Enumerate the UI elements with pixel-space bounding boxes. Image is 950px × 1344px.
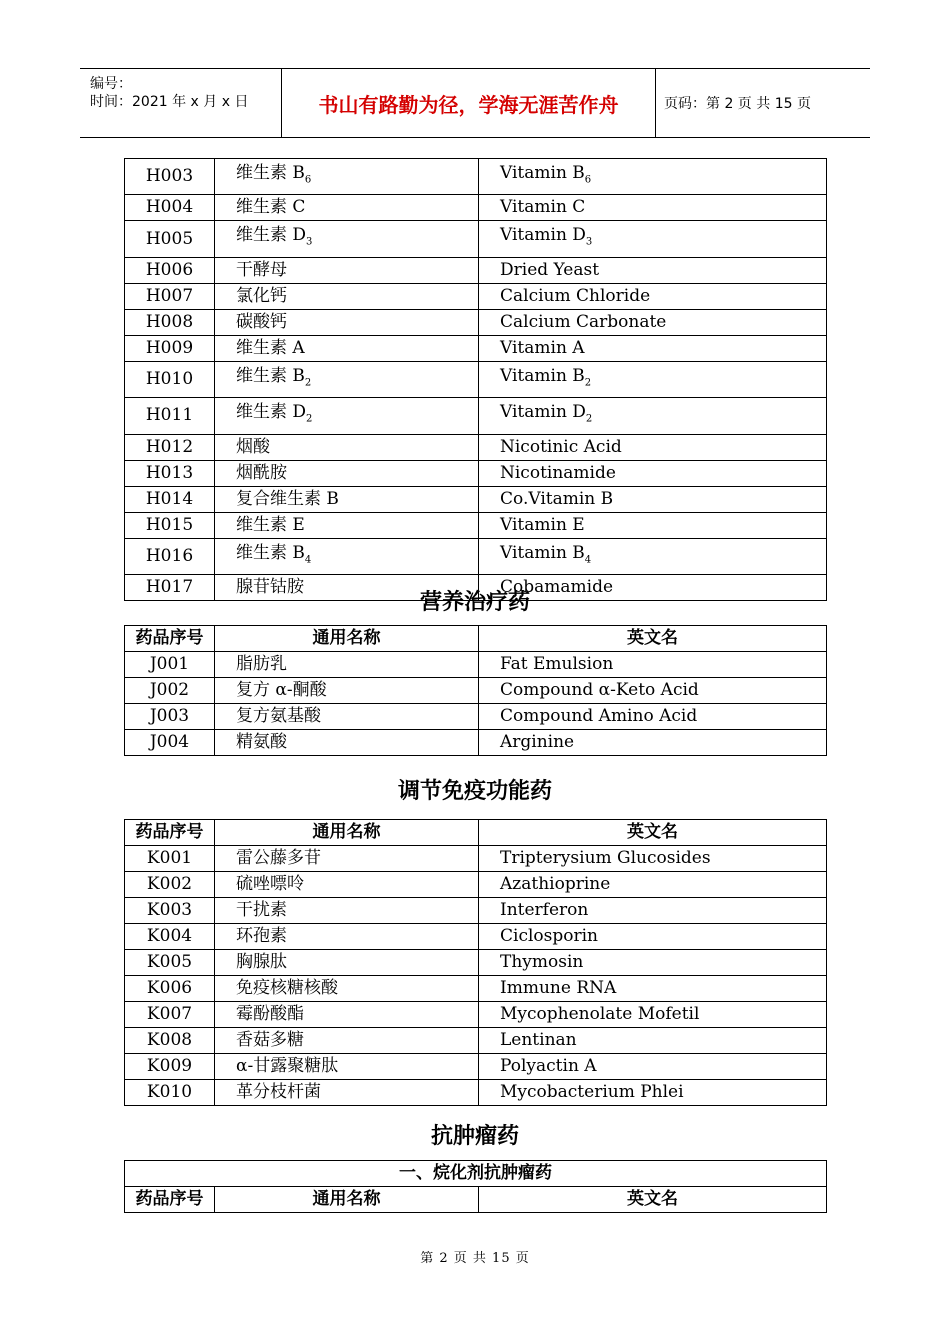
drug-code-text: H008 xyxy=(145,311,194,332)
drug-name-cn-text: 精氨酸 xyxy=(236,732,287,752)
drug-code xyxy=(125,1080,215,1106)
drug-name-cn xyxy=(215,976,479,1002)
drug-code-text: K006 xyxy=(146,978,193,998)
drug-code xyxy=(125,730,215,756)
drug-code xyxy=(125,678,215,704)
vitamin-table xyxy=(124,158,827,601)
drug-name-cn-text: 烟酰胺 xyxy=(236,462,287,483)
header-meta xyxy=(80,69,280,137)
drug-name-cn xyxy=(215,924,479,950)
drug-name-cn xyxy=(215,398,479,434)
drug-name-en xyxy=(479,924,827,950)
drug-name-en xyxy=(479,309,827,335)
drug-code-text: H010 xyxy=(145,368,194,389)
drug-name-en xyxy=(479,221,827,257)
drug-code xyxy=(125,704,215,730)
drug-code-text: K010 xyxy=(146,1082,193,1102)
drug-name-en-text: Calcium Carbonate xyxy=(500,311,667,332)
drug-name-en xyxy=(479,704,827,730)
drug-name-en-text: Lentinan xyxy=(500,1030,577,1050)
table-row xyxy=(125,1080,827,1106)
drug-code-text: H006 xyxy=(145,259,194,280)
drug-code xyxy=(125,872,215,898)
drug-name-en-text: Vitamin B xyxy=(500,365,585,386)
drug-name-en-text: Vitamin E xyxy=(500,514,585,535)
table-row xyxy=(125,512,827,538)
drug-code-text: J003 xyxy=(149,706,190,726)
col-header-code: 药品序号 xyxy=(125,626,215,652)
drug-name-en xyxy=(479,898,827,924)
table-row xyxy=(125,335,827,361)
drug-name-en-text: Vitamin C xyxy=(500,197,586,218)
drug-name-cn-text: 腺苷钴胺 xyxy=(236,576,304,597)
drug-code-text: K003 xyxy=(146,900,193,920)
drug-name-cn-text: 维生素 C xyxy=(236,197,306,218)
drug-name-cn-text: 香菇多糖 xyxy=(236,1030,304,1050)
drug-name-cn xyxy=(215,678,479,704)
table-row xyxy=(125,730,827,756)
drug-code-text: H016 xyxy=(145,545,194,566)
drug-name-cn-text: 革分枝杆菌 xyxy=(236,1082,321,1102)
drug-name-cn-text: 维生素 D xyxy=(236,225,307,246)
drug-name-cn-text: 碳酸钙 xyxy=(236,311,287,332)
drug-name-en-text: Calcium Chloride xyxy=(500,285,651,306)
table-row xyxy=(125,460,827,486)
table-row xyxy=(125,950,827,976)
drug-name-en xyxy=(479,1002,827,1028)
drug-name-cn-text: 硫唑嘌呤 xyxy=(236,874,304,894)
drug-name-cn xyxy=(215,950,479,976)
col-header-en: 英文名 xyxy=(479,1187,827,1213)
drug-name-cn xyxy=(215,846,479,872)
drug-code-text: K009 xyxy=(146,1056,193,1076)
drug-name-en xyxy=(479,283,827,309)
drug-name-en-subscript: 2 xyxy=(585,413,593,425)
drug-name-cn-subscript: 2 xyxy=(304,377,312,389)
drug-name-en xyxy=(479,846,827,872)
drug-code xyxy=(125,1054,215,1080)
table-row xyxy=(125,398,827,434)
drug-name-cn-text: 维生素 D xyxy=(236,402,307,423)
drug-name-cn-text: 复方氨基酸 xyxy=(236,706,321,726)
table-row xyxy=(125,846,827,872)
col-header-code: 药品序号 xyxy=(125,1187,215,1213)
drug-name-en xyxy=(479,872,827,898)
drug-code-text: H007 xyxy=(145,285,194,306)
drug-code-text: K002 xyxy=(146,874,193,894)
table-row xyxy=(125,486,827,512)
drug-name-en xyxy=(479,335,827,361)
col-header-en: 英文名 xyxy=(479,820,827,846)
drug-name-en xyxy=(479,195,827,221)
table-row xyxy=(125,898,827,924)
drug-name-cn xyxy=(215,898,479,924)
table-row xyxy=(125,221,827,257)
drug-name-en-text: Tripterysium Glucosides xyxy=(500,848,711,868)
drug-name-en xyxy=(479,1028,827,1054)
drug-name-en xyxy=(479,159,827,195)
table-row xyxy=(125,538,827,574)
drug-name-en xyxy=(479,361,827,397)
drug-code-text: K001 xyxy=(146,848,193,868)
drug-code-text: K004 xyxy=(146,926,193,946)
drug-name-cn xyxy=(215,361,479,397)
subtitle-alkylating: 一、烷化剂抗肿瘤药 xyxy=(125,1161,827,1187)
drug-name-cn-subscript: 4 xyxy=(304,553,312,565)
table-row xyxy=(125,704,827,730)
drug-name-cn xyxy=(215,335,479,361)
drug-code-text: H005 xyxy=(145,228,194,249)
drug-name-en-text: Vitamin A xyxy=(500,337,585,358)
header-page-cell xyxy=(656,69,870,137)
drug-name-en xyxy=(479,460,827,486)
drug-name-en-text: Fat Emulsion xyxy=(500,654,614,674)
table-row xyxy=(125,924,827,950)
drug-name-cn-text: 复方 α-酮酸 xyxy=(236,680,327,700)
nutrition-table xyxy=(124,625,827,756)
table-subtitle-row xyxy=(125,1161,827,1187)
table-row xyxy=(125,434,827,460)
drug-name-cn xyxy=(215,434,479,460)
table-row xyxy=(125,1002,827,1028)
drug-name-en xyxy=(479,398,827,434)
drug-name-en-text: Nicotinic Acid xyxy=(500,436,622,457)
drug-code xyxy=(125,486,215,512)
table-row xyxy=(125,1054,827,1080)
drug-code xyxy=(125,512,215,538)
drug-name-cn-text: 干酵母 xyxy=(236,259,287,280)
drug-name-cn xyxy=(215,283,479,309)
drug-name-en xyxy=(479,976,827,1002)
drug-code xyxy=(125,846,215,872)
drug-code-text: H013 xyxy=(145,462,194,483)
drug-code xyxy=(125,652,215,678)
drug-name-en xyxy=(479,730,827,756)
drug-code-text: H015 xyxy=(145,514,194,535)
page-footer: 第 2 页 共 15 页 xyxy=(420,1251,530,1266)
drug-name-en xyxy=(479,538,827,574)
drug-code xyxy=(125,221,215,257)
drug-name-cn xyxy=(215,309,479,335)
drug-name-en xyxy=(479,512,827,538)
table-row xyxy=(125,309,827,335)
table-row xyxy=(125,159,827,195)
drug-name-en-text: Compound α-Keto Acid xyxy=(500,680,699,700)
drug-name-en-text: Ciclosporin xyxy=(500,926,598,946)
drug-name-cn-text: 复合维生素 B xyxy=(236,488,339,509)
drug-code xyxy=(125,1002,215,1028)
drug-code xyxy=(125,460,215,486)
drug-name-en-text: Vitamin B xyxy=(500,163,585,183)
drug-name-cn xyxy=(215,652,479,678)
drug-name-cn-text: 烟酸 xyxy=(236,436,270,457)
drug-code xyxy=(125,538,215,574)
drug-code xyxy=(125,159,215,195)
drug-code xyxy=(125,1028,215,1054)
drug-name-cn xyxy=(215,460,479,486)
col-header-cn: 通用名称 xyxy=(215,626,479,652)
drug-name-en-text: Co.Vitamin B xyxy=(500,488,614,509)
drug-name-en-subscript: 6 xyxy=(584,174,592,186)
drug-name-en-text: Immune RNA xyxy=(500,978,617,998)
table-row xyxy=(125,1028,827,1054)
drug-name-cn-text: α-甘露聚糖肽 xyxy=(236,1056,339,1076)
drug-code xyxy=(125,398,215,434)
drug-name-cn xyxy=(215,730,479,756)
drug-code xyxy=(125,434,215,460)
drug-code-text: H009 xyxy=(145,337,194,358)
drug-name-en-text: Mycophenolate Mofetil xyxy=(500,1004,700,1024)
drug-name-cn xyxy=(215,159,479,195)
drug-code xyxy=(125,950,215,976)
section-title-immune: 调节免疫功能药 xyxy=(397,779,552,804)
page-header xyxy=(80,68,870,138)
motto-text: 书山有路勤为径，学海无涯苦作舟 xyxy=(318,92,619,117)
col-header-en: 英文名 xyxy=(479,626,827,652)
drug-code xyxy=(125,335,215,361)
drug-code-text: K005 xyxy=(146,952,193,972)
drug-name-cn-text: 维生素 B xyxy=(236,163,305,183)
drug-code-text: H014 xyxy=(145,488,194,509)
drug-name-cn-subscript: 6 xyxy=(304,174,312,186)
drug-name-cn-text: 维生素 A xyxy=(236,337,305,358)
table-row xyxy=(125,976,827,1002)
drug-name-en-text: Vitamin B xyxy=(500,542,585,563)
section-title-antitumor: 抗肿瘤药 xyxy=(430,1124,519,1149)
drug-name-cn-text: 干扰素 xyxy=(236,900,287,920)
drug-name-cn-text: 胸腺肽 xyxy=(236,952,287,972)
table-row xyxy=(125,678,827,704)
drug-code-text: K008 xyxy=(146,1030,193,1050)
table-row xyxy=(125,361,827,397)
date-label: 时间：2021 年 x 月 x 日 xyxy=(90,94,249,110)
drug-name-en xyxy=(479,434,827,460)
drug-code xyxy=(125,195,215,221)
drug-name-en-subscript: 2 xyxy=(584,377,592,389)
col-header-code: 药品序号 xyxy=(125,820,215,846)
drug-name-cn-text: 脂肪乳 xyxy=(236,654,287,674)
drug-name-en xyxy=(479,1080,827,1106)
drug-code-text: H011 xyxy=(145,405,194,426)
drug-name-en-text: Interferon xyxy=(500,900,589,920)
drug-code-text: H017 xyxy=(145,576,194,597)
drug-name-cn-text: 维生素 B xyxy=(236,542,305,563)
table-header-row xyxy=(125,626,827,652)
drug-name-en-text: Compound Amino Acid xyxy=(500,706,698,726)
drug-name-cn xyxy=(215,486,479,512)
table-row xyxy=(125,652,827,678)
drug-name-en-text: Arginine xyxy=(500,732,575,752)
drug-name-cn-text: 霉酚酸酯 xyxy=(236,1004,304,1024)
drug-name-en-text: Mycobacterium Phlei xyxy=(500,1082,684,1102)
drug-name-cn xyxy=(215,1028,479,1054)
drug-name-cn xyxy=(215,1002,479,1028)
drug-code-text: H004 xyxy=(145,197,194,218)
drug-code xyxy=(125,257,215,283)
table-row xyxy=(125,257,827,283)
drug-name-cn xyxy=(215,704,479,730)
drug-name-en xyxy=(479,1054,827,1080)
drug-code-text: K007 xyxy=(146,1004,193,1024)
drug-name-en xyxy=(479,257,827,283)
drug-name-en-text: Polyactin A xyxy=(500,1056,597,1076)
drug-name-cn-subscript: 3 xyxy=(306,236,313,248)
drug-name-cn-text: 环孢素 xyxy=(236,926,287,946)
table-row xyxy=(125,283,827,309)
immune-table xyxy=(124,819,827,1106)
drug-name-cn xyxy=(215,538,479,574)
drug-name-en-subscript: 4 xyxy=(584,553,592,565)
drug-name-en-text: Thymosin xyxy=(500,952,584,972)
drug-code-text: H012 xyxy=(145,436,194,457)
drug-name-cn-text: 雷公藤多苷 xyxy=(236,848,321,868)
drug-code xyxy=(125,309,215,335)
drug-code xyxy=(125,924,215,950)
drug-name-cn xyxy=(215,1080,479,1106)
drug-code-text: J004 xyxy=(149,732,190,752)
drug-name-cn xyxy=(215,195,479,221)
drug-code xyxy=(125,283,215,309)
page-info: 页码：第 2 页 共 15 页 xyxy=(664,96,811,112)
table-row xyxy=(125,872,827,898)
drug-code xyxy=(125,976,215,1002)
table-header-row xyxy=(125,820,827,846)
section-title-nutrition: 营养治疗药 xyxy=(419,590,530,615)
drug-name-cn-text: 维生素 B xyxy=(236,365,305,386)
drug-name-en-text: Vitamin D xyxy=(500,225,586,246)
drug-name-en xyxy=(479,652,827,678)
drug-code xyxy=(125,361,215,397)
header-motto-cell xyxy=(281,69,656,137)
drug-name-en-subscript: 3 xyxy=(585,236,593,248)
number-label: 编号： xyxy=(90,76,132,92)
drug-code xyxy=(125,898,215,924)
drug-name-cn-text: 氯化钙 xyxy=(236,285,287,306)
drug-name-en-text: Vitamin D xyxy=(500,402,586,423)
drug-name-en-text: Dried Yeast xyxy=(500,259,600,280)
drug-code-text: J001 xyxy=(149,654,190,674)
drug-name-en xyxy=(479,486,827,512)
drug-name-en xyxy=(479,678,827,704)
drug-name-cn-text: 维生素 E xyxy=(236,514,305,535)
drug-code-text: H003 xyxy=(145,166,194,187)
drug-name-cn-subscript: 2 xyxy=(306,413,313,425)
drug-name-cn-text: 免疫核糖核酸 xyxy=(236,978,338,998)
col-header-cn: 通用名称 xyxy=(215,820,479,846)
drug-name-cn xyxy=(215,221,479,257)
table-row xyxy=(125,195,827,221)
drug-name-en-text: Cobamamide xyxy=(500,576,614,597)
antitumor-table xyxy=(124,1160,827,1213)
drug-name-cn xyxy=(215,257,479,283)
drug-name-en-text: Nicotinamide xyxy=(500,462,616,483)
drug-code-text: J002 xyxy=(149,680,190,700)
drug-name-cn xyxy=(215,512,479,538)
drug-name-cn xyxy=(215,872,479,898)
table-header-row xyxy=(125,1187,827,1213)
drug-name-cn xyxy=(215,1054,479,1080)
drug-name-en-text: Azathioprine xyxy=(500,874,611,894)
drug-name-en xyxy=(479,950,827,976)
col-header-cn: 通用名称 xyxy=(215,1187,479,1213)
